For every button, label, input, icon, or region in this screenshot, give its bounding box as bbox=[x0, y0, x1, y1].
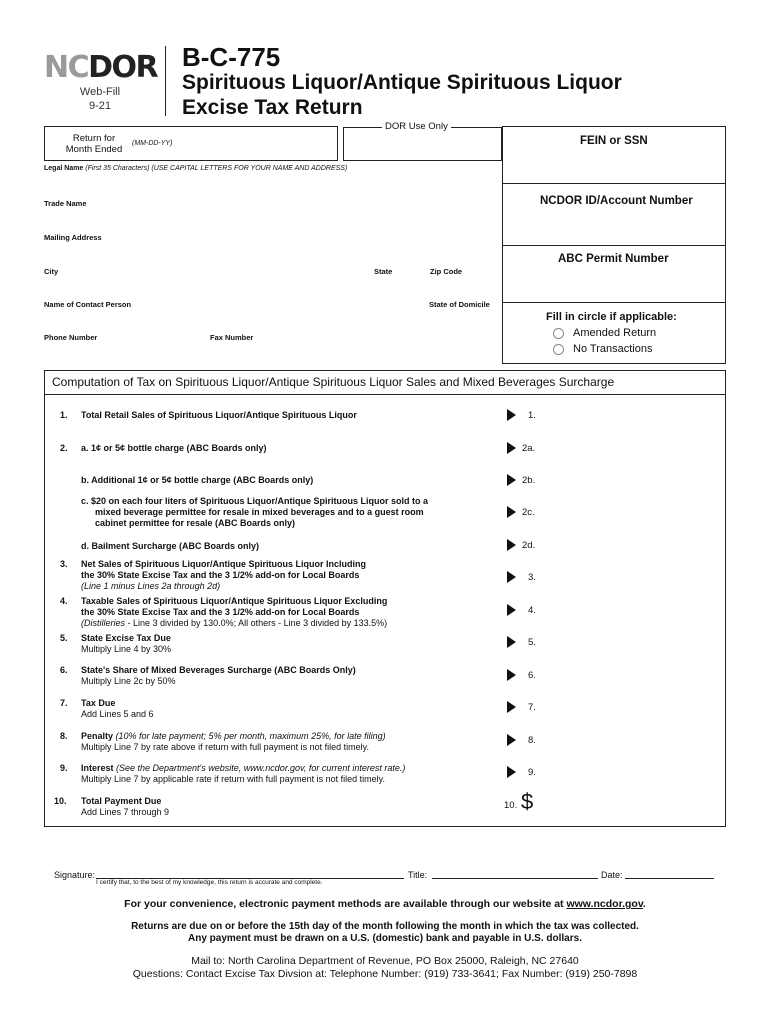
header-divider bbox=[165, 46, 166, 116]
line8-note: (10% for late payment; 5% per month, maximum 25%, for late filing) bbox=[113, 731, 386, 741]
questions-text: Questions: Contact Excise Tax Divsion at: Telephone Number: (919) 733-3641; Fax Number: (919) 250-7898 bbox=[132, 968, 638, 980]
panel-divider-1 bbox=[502, 183, 725, 184]
ncdor-logo bbox=[44, 50, 157, 85]
fein-ssn-field[interactable] bbox=[502, 150, 724, 182]
month-ended-label bbox=[48, 133, 140, 155]
electronic-payment-note bbox=[0, 898, 770, 910]
line3-arrow-icon bbox=[507, 571, 516, 583]
logo-nc-text: NC bbox=[44, 50, 89, 85]
line4-text-3a: (Distilleries bbox=[81, 618, 126, 628]
line4-text-2: the 30% State Excise Tax and the 3 1/2% add-on for Local Boards bbox=[81, 607, 360, 617]
ncdor-id-field[interactable] bbox=[502, 210, 724, 244]
line7-text bbox=[81, 698, 154, 720]
line9-number: 9. bbox=[60, 763, 68, 773]
line6-text-1: State's Share of Mixed Beverages Surcharge (ABC Boards Only) bbox=[81, 665, 356, 675]
date-label: Date: bbox=[601, 870, 623, 880]
signature-field[interactable] bbox=[96, 868, 404, 879]
line2d-amount-field[interactable] bbox=[545, 535, 715, 553]
phone-field[interactable] bbox=[100, 330, 200, 344]
due-line1: Returns are due on or before the 15th day of the month following the month in which the tax was collected. bbox=[131, 921, 639, 932]
line6-number: 6. bbox=[60, 665, 68, 675]
line2-number: 2. bbox=[60, 443, 68, 453]
electronic-period: . bbox=[642, 898, 646, 910]
line3-text-3: (Line 1 minus Lines 2a through 2d) bbox=[81, 581, 221, 591]
line10-text-1: Total Payment Due bbox=[81, 796, 162, 806]
line5-text-1: State Excise Tax Due bbox=[81, 633, 171, 643]
line2b-amount-field[interactable] bbox=[545, 470, 715, 488]
contact-label: Name of Contact Person bbox=[44, 300, 132, 309]
line4-arrow-icon bbox=[507, 604, 516, 616]
line6-arrow-icon bbox=[507, 669, 516, 681]
line4-text-1: Taxable Sales of Spirituous Liquor/Antique Spirituous Liquor Excluding bbox=[81, 596, 388, 606]
phone-label: Phone Number bbox=[44, 333, 98, 342]
line3-text bbox=[81, 559, 366, 592]
dor-use-only-label: DOR Use Only bbox=[382, 121, 451, 132]
line10-ref: 10. bbox=[504, 800, 518, 811]
line2a-amount-field[interactable] bbox=[545, 438, 715, 456]
line2b-ref: 2b. bbox=[522, 475, 536, 486]
date-format-hint: (MM-DD-YY) bbox=[132, 140, 173, 147]
line1-arrow-icon bbox=[507, 409, 516, 421]
date-field[interactable] bbox=[625, 868, 714, 879]
line2a-arrow-icon bbox=[507, 442, 516, 454]
amended-radio[interactable] bbox=[553, 328, 564, 339]
line5-number: 5. bbox=[60, 633, 68, 643]
ncdor-id-label: NCDOR ID/Account Number bbox=[540, 195, 693, 207]
state-domicile-label: State of Domicile bbox=[429, 300, 490, 309]
line10-text bbox=[81, 796, 169, 818]
line6-text bbox=[81, 665, 356, 687]
legal-name-label bbox=[44, 165, 347, 172]
amended-label: Amended Return bbox=[573, 327, 657, 339]
line7-number: 7. bbox=[60, 698, 68, 708]
form-title bbox=[182, 70, 622, 120]
line2b-text: b. Additional 1¢ or 5¢ bottle charge (ABC Boards only) bbox=[81, 475, 314, 485]
fill-circle-label: Fill in circle if applicable: bbox=[546, 311, 677, 323]
panel-divider-2 bbox=[502, 245, 725, 246]
webfill-text: Web-Fill bbox=[79, 86, 121, 98]
line2c-text-1: c. $20 on each four liters of Spirituous Liquor/Antique Spirituous Liquor sold to a bbox=[81, 496, 429, 506]
line3-text-2: the 30% State Excise Tax and the 3 1/2% add-on for Local Boards bbox=[81, 570, 360, 580]
electronic-text: For your convenience, electronic payment methods are available through our website at bbox=[124, 898, 564, 910]
line2d-arrow-icon bbox=[507, 539, 516, 551]
line7-arrow-icon bbox=[507, 701, 516, 713]
line7-text-1: Tax Due bbox=[81, 698, 116, 708]
due-line2: Any payment must be drawn on a U.S. (domestic) bank and payable in U.S. dollars. bbox=[188, 933, 582, 944]
line2c-arrow-icon bbox=[507, 506, 516, 518]
line2a-ref: 2a. bbox=[522, 443, 536, 454]
fax-field[interactable] bbox=[258, 330, 378, 344]
line6-ref: 6. bbox=[528, 670, 536, 681]
computation-header-divider bbox=[44, 394, 725, 395]
no-transactions-radio[interactable] bbox=[553, 344, 564, 355]
line4-ref: 4. bbox=[528, 605, 536, 616]
line4-text-3b: - Line 3 divided by 130.0%; All others - Line 3 divided by 133.5%) bbox=[125, 618, 388, 628]
line5-text-2: Multiply Line 4 by 30% bbox=[81, 644, 172, 654]
line9-ref: 9. bbox=[528, 767, 536, 778]
line9-arrow-icon bbox=[507, 766, 516, 778]
abc-permit-label: ABC Permit Number bbox=[558, 253, 669, 265]
zip-label: Zip Code bbox=[430, 267, 463, 276]
dollar-sign: $ bbox=[521, 789, 534, 814]
panel-divider-3 bbox=[502, 302, 725, 303]
city-field[interactable] bbox=[60, 264, 360, 278]
line8-title: Penalty bbox=[81, 731, 114, 741]
trade-name-field[interactable] bbox=[100, 196, 500, 210]
line5-text bbox=[81, 633, 171, 655]
line9-amount-field[interactable] bbox=[545, 762, 715, 780]
form-number: B-C-775 bbox=[182, 42, 281, 72]
title-field[interactable] bbox=[432, 868, 598, 879]
certify-text: I certify that, to the best of my knowledge, this return is accurate and complete. bbox=[96, 879, 323, 886]
state-label: State bbox=[374, 267, 393, 276]
line3-text-1: Net Sales of Spirituous Liquor/Antique Spirituous Liquor Including bbox=[81, 559, 366, 569]
mailing-address-label: Mailing Address bbox=[44, 233, 102, 242]
line4-number: 4. bbox=[60, 596, 68, 606]
trade-name-label: Trade Name bbox=[44, 199, 87, 208]
computation-heading: Computation of Tax on Spirituous Liquor/Antique Spirituous Liquor Sales and Mixed Beverages Surcharge bbox=[52, 375, 615, 389]
line9-text bbox=[81, 763, 405, 785]
line7-amount-field[interactable] bbox=[545, 697, 715, 715]
website-link[interactable]: www.ncdor.gov bbox=[566, 898, 643, 910]
line1-amount-field[interactable] bbox=[545, 405, 715, 423]
legal-name-field[interactable] bbox=[44, 175, 500, 197]
line5-ref: 5. bbox=[528, 637, 536, 648]
line2c-amount-field[interactable] bbox=[545, 502, 715, 520]
line1-text: Total Retail Sales of Spirituous Liquor/Antique Spirituous Liquor bbox=[81, 410, 357, 420]
version-text: 9-21 bbox=[88, 100, 112, 112]
signature-label: Signature: bbox=[54, 870, 96, 880]
mail-to-text: Mail to: North Carolina Department of Revenue, PO Box 25000, Raleigh, NC 27640 bbox=[191, 955, 579, 967]
line8-text bbox=[81, 731, 386, 753]
line5-amount-field[interactable] bbox=[545, 632, 715, 650]
webfill-label bbox=[60, 85, 140, 113]
legal-name-title: Legal Name bbox=[44, 165, 84, 172]
city-label: City bbox=[44, 267, 59, 276]
line8-ref: 8. bbox=[528, 735, 536, 746]
month-ended-text: Month Ended bbox=[65, 144, 123, 155]
fax-label: Fax Number bbox=[210, 333, 254, 342]
contact-field[interactable] bbox=[44, 308, 414, 324]
line9-note: (See the Department's website, www.ncdor.gov, for current interest rate.) bbox=[113, 763, 406, 773]
line5-arrow-icon bbox=[507, 636, 516, 648]
line1-ref: 1. bbox=[528, 410, 536, 421]
line1-number: 1. bbox=[60, 410, 68, 420]
line6-text-2: Multiply Line 2c by 50% bbox=[81, 676, 176, 686]
form-title-line2: Excise Tax Return bbox=[182, 96, 363, 119]
line3-number: 3. bbox=[60, 559, 68, 569]
line8-arrow-icon bbox=[507, 734, 516, 746]
line2c-ref: 2c. bbox=[522, 507, 535, 518]
due-date-note bbox=[0, 921, 770, 945]
line2c-text-3: cabinet permittee for resale (ABC Boards only) bbox=[95, 518, 296, 528]
dor-use-only-box bbox=[343, 127, 502, 161]
contact-info bbox=[0, 955, 770, 981]
mailing-address-field[interactable] bbox=[44, 243, 500, 263]
return-for-text: Return for bbox=[72, 133, 116, 144]
line8-number: 8. bbox=[60, 731, 68, 741]
line10-number: 10. bbox=[54, 796, 67, 806]
legal-name-note: (First 35 Characters) (USE CAPITAL LETTERS FOR YOUR NAME AND ADDRESS) bbox=[85, 165, 348, 172]
line4-amount-field[interactable] bbox=[545, 600, 715, 618]
line2b-arrow-icon bbox=[507, 474, 516, 486]
line9-title: Interest bbox=[81, 763, 114, 773]
line2c-text-2: mixed beverage permittee for resale in mixed beverages and to a guest room bbox=[95, 507, 424, 517]
line10-amount-field[interactable] bbox=[545, 795, 715, 813]
line7-ref: 7. bbox=[528, 702, 536, 713]
form-title-line1: Spirituous Liquor/Antique Spirituous Liquor bbox=[182, 71, 622, 94]
line3-amount-field[interactable] bbox=[545, 567, 715, 585]
line4-text bbox=[81, 596, 387, 629]
line9-text-2: Multiply Line 7 by applicable rate if return with full payment is not filed timely. bbox=[81, 774, 385, 784]
line2d-text: d. Bailment Surcharge (ABC Boards only) bbox=[81, 541, 260, 551]
line7-text-2: Add Lines 5 and 6 bbox=[81, 709, 154, 719]
line8-text-2: Multiply Line 7 by rate above if return with full payment is not filed timely. bbox=[81, 742, 369, 752]
logo-dor-text: DOR bbox=[88, 50, 158, 85]
line6-amount-field[interactable] bbox=[545, 665, 715, 683]
abc-permit-field[interactable] bbox=[502, 268, 724, 301]
line8-amount-field[interactable] bbox=[545, 730, 715, 748]
line2c-text bbox=[81, 496, 428, 529]
line2a-text: a. 1¢ or 5¢ bottle charge (ABC Boards only) bbox=[81, 443, 267, 453]
title-label: Title: bbox=[408, 870, 428, 880]
line10-text-2: Add Lines 7 through 9 bbox=[81, 807, 170, 817]
line2d-ref: 2d. bbox=[522, 540, 536, 551]
line3-ref: 3. bbox=[528, 572, 536, 583]
no-transactions-label: No Transactions bbox=[573, 343, 653, 355]
fein-ssn-label: FEIN or SSN bbox=[580, 135, 648, 147]
